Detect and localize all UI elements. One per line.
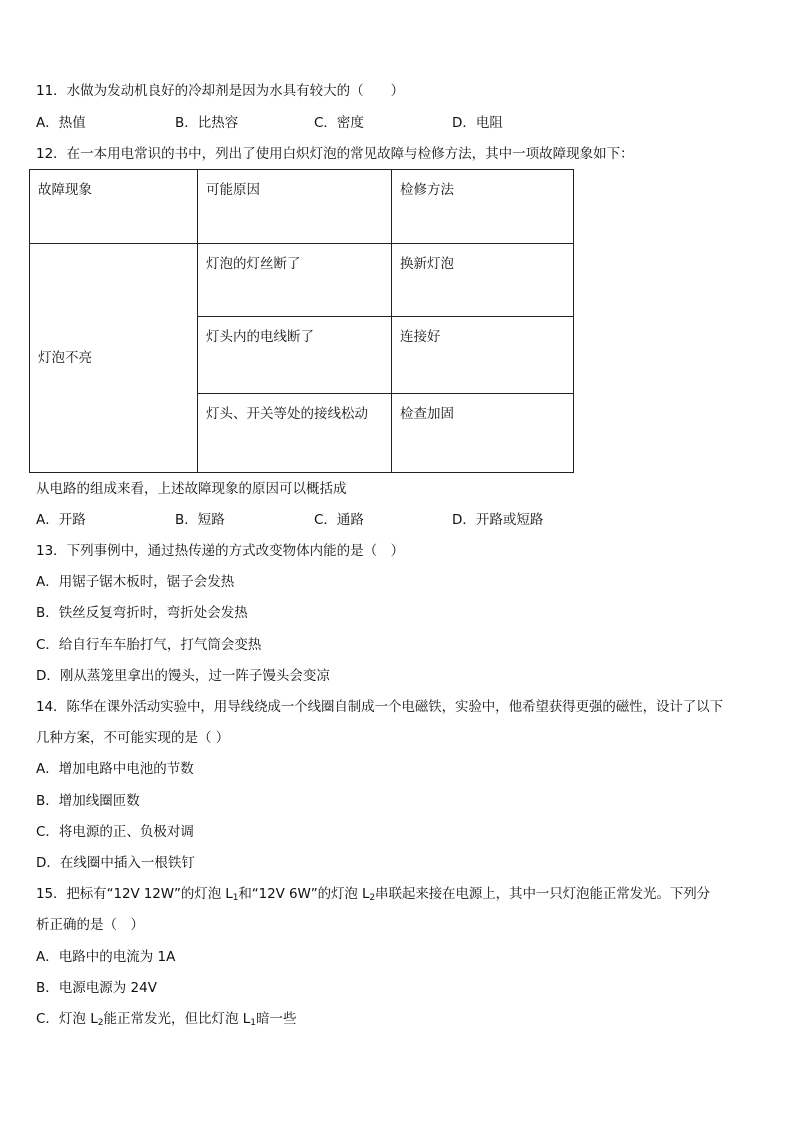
option-a: A．热值 xyxy=(36,115,86,131)
option-c: C．通路 xyxy=(314,512,364,528)
table-row xyxy=(30,244,574,317)
fix-cell: 检查加固 xyxy=(392,394,574,473)
question-14-stem-line1: 14．陈华在课外活动实验中，用导线绕成一个线圈自制成一个电磁铁，实验中，他希望获得更强的磁性，设计了以下 xyxy=(36,699,723,715)
subscript: 2 xyxy=(97,1018,104,1028)
header-fix: 检修方法 xyxy=(392,170,574,244)
question-15-stem-line1 xyxy=(36,885,710,903)
header-cause: 可能原因 xyxy=(198,170,392,244)
option-a: A．开路 xyxy=(36,512,86,528)
question-11-options xyxy=(36,114,756,132)
cause-cell: 灯头、开关等处的接线松动 xyxy=(198,394,392,473)
fault-table xyxy=(29,169,574,473)
subscript: 1 xyxy=(232,893,239,903)
option-d: D．开路或短路 xyxy=(452,512,544,528)
cause-cell: 灯泡的灯丝断了 xyxy=(198,244,392,317)
question-13-option-c: C．给自行车车胎打气，打气筒会变热 xyxy=(36,637,262,653)
option-d: D．电阻 xyxy=(452,115,503,131)
question-13-stem: 13．下列事例中，通过热传递的方式改变物体内能的是（ ） xyxy=(36,543,405,559)
question-14-option-a: A．增加电路中电池的节数 xyxy=(36,761,194,777)
question-14-option-d: D．在线圈中插入一根铁钉 xyxy=(36,855,195,871)
question-15-option-a: A．电路中的电流为 1A xyxy=(36,949,176,965)
subscript: 1 xyxy=(250,1018,257,1028)
question-12-options xyxy=(36,511,756,529)
option-text: 能正常发光，但比灯泡 L xyxy=(103,1011,251,1027)
question-15-stem-line2: 析正确的是（ ） xyxy=(36,917,144,933)
fix-cell: 换新灯泡 xyxy=(392,244,574,317)
question-11-stem: 11．水做为发动机良好的冷却剂是因为水具有较大的（ ） xyxy=(36,83,405,99)
question-13-option-a: A．用锯子锯木板时，锯子会发热 xyxy=(36,574,235,590)
question-12-followup: 从电路的组成来看，上述故障现象的原因可以概括成 xyxy=(36,481,347,497)
question-12-stem: 12．在一本用电常识的书中，列出了使用白炽灯泡的常见故障与检修方法，其中一项故障现象如下： xyxy=(36,146,634,162)
option-c: C．密度 xyxy=(314,115,364,131)
question-13-option-d: D．刚从蒸笼里拿出的馒头，过一阵子馒头会变凉 xyxy=(36,668,330,684)
question-14-stem-line2: 几种方案，不可能实现的是（ ） xyxy=(36,730,230,746)
option-text: 暗一些 xyxy=(256,1011,297,1027)
question-13-option-b: B．铁丝反复弯折时，弯折处会发热 xyxy=(36,605,248,621)
question-14-option-c: C．将电源的正、负极对调 xyxy=(36,824,194,840)
subscript: 2 xyxy=(369,893,376,903)
question-15-option-b: B．电源电源为 24V xyxy=(36,980,157,996)
header-symptom: 故障现象 xyxy=(30,170,198,244)
option-text: C．灯泡 L xyxy=(36,1011,98,1027)
stem-text: 和“12V 6W”的灯泡 L xyxy=(238,886,370,902)
cause-cell: 灯头内的电线断了 xyxy=(198,317,392,394)
stem-text: 串联起来接在电源上，其中一只灯泡能正常发光。下列分 xyxy=(375,886,711,902)
option-b: B．比热容 xyxy=(175,115,239,131)
fix-cell: 连接好 xyxy=(392,317,574,394)
question-14-option-b: B．增加线圈匝数 xyxy=(36,793,140,809)
option-b: B．短路 xyxy=(175,512,225,528)
question-15-option-c xyxy=(36,1010,297,1028)
stem-text: 15．把标有“12V 12W”的灯泡 L xyxy=(36,886,233,902)
symptom-cell: 灯泡不亮 xyxy=(30,244,198,473)
table-header-row xyxy=(30,170,574,244)
